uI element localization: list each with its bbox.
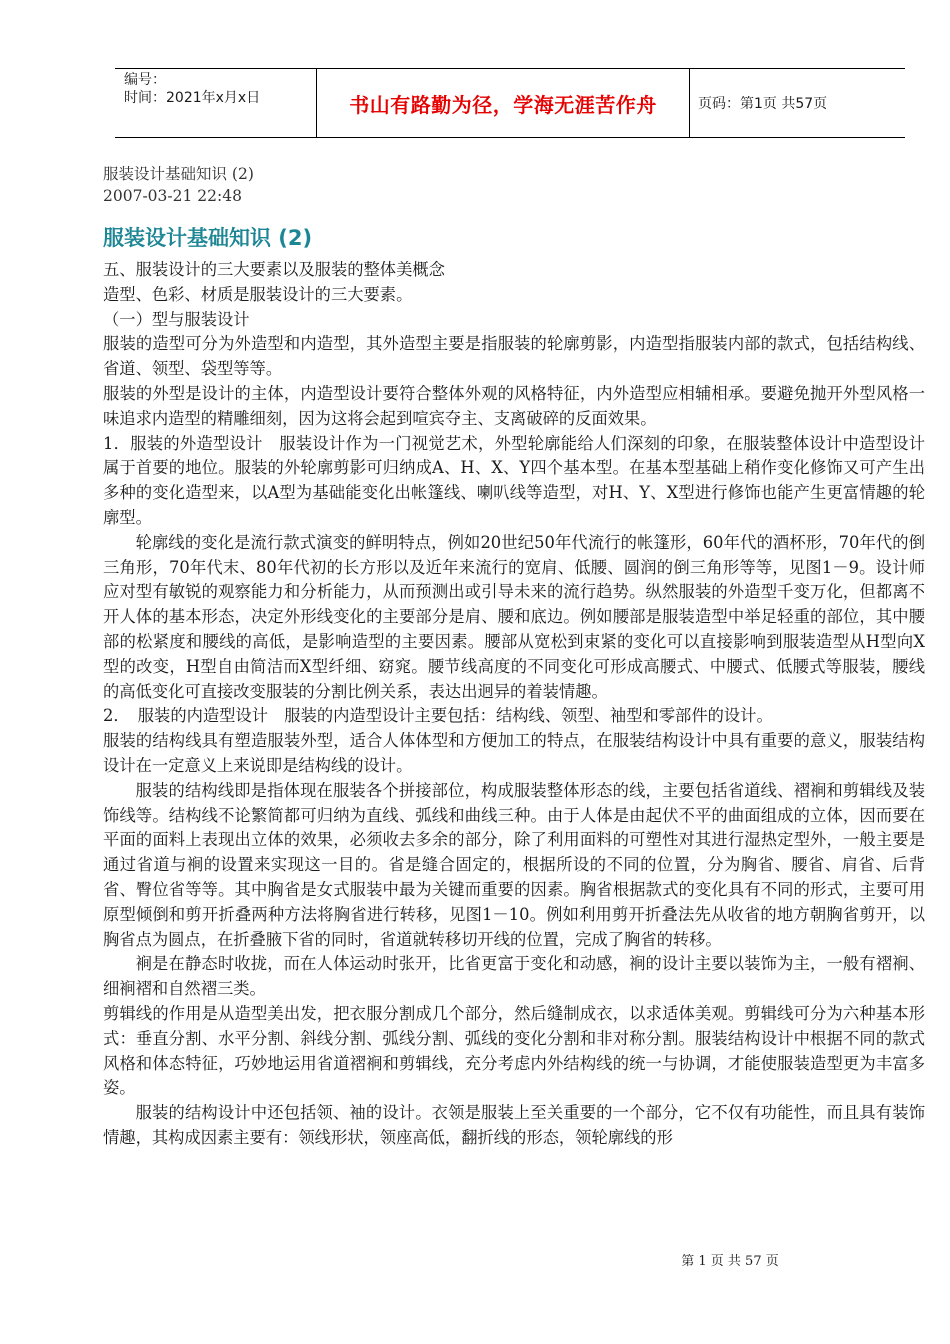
- paragraph: 服装的结构设计中还包括领、袖的设计。衣领是服装上至关重要的一个部分，它不仅有功能性，而且具有装饰情趣，其构成因素主要有：领线形状，领座高低，翻折线的形态，领轮廓线的形: [103, 1103, 925, 1147]
- paragraph: 造型、色彩、材质是服装设计的三大要素。: [103, 284, 413, 304]
- paragraph: 2． 服装的内造型设计 服装的内造型设计主要包括：结构线、领型、袖型和零部件的设计。: [103, 706, 773, 726]
- paragraph: 裥是在静态时收拢，而在人体运动时张开，比省更富于变化和动感，裥的设计主要以装饰为主，一般有褶裥、细裥褶和自然褶三类。: [103, 954, 925, 999]
- paragraph: 服装的外型是设计的主体，内造型设计要符合整体外观的风格特征，内外造型应相辅相承。要避免抛开外型风格一味追求内造型的精雕细刻，因为这将会起到喧宾夺主、支离破碎的反面效果。: [103, 383, 925, 428]
- article-meta-title: 服装设计基础知识 (2): [103, 165, 254, 183]
- page-footer: [0, 1250, 950, 1269]
- paragraph: （一）型与服装设计: [103, 309, 250, 329]
- paragraph: 服装的结构线具有塑造服装外型，适合人体体型和方便加工的特点，在服装结构设计中具有重要的意义，服装结构设计在一定意义上来说即是结构线的设计。: [103, 731, 925, 775]
- header-motto: 书山有路勤为径，学海无涯苦作舟: [317, 69, 690, 137]
- paragraph: 剪辑线的作用是从造型美出发，把衣服分割成几个部分，然后缝制成衣，以求适体美观。剪辑线可分为六种基本形式：垂直分割、水平分割、斜线分割、弧线分割、弧线的变化分割和非对称分割。服装结构设计中根据不同的款式风格和体态特征，巧妙地运用省道褶裥和剪辑线，充分考虑内外结构线的统一与协调，才能使服装造型更为丰富多姿。: [103, 1003, 925, 1098]
- footer-page-number: 第 1 页 共 57 页: [681, 1254, 779, 1269]
- paragraph: 服装的造型可分为外造型和内造型，其外造型主要是指服装的轮廓剪影，内造型指服装内部的款式，包括结构线、省道、领型、袋型等等。: [103, 334, 925, 379]
- header-page-info: 页码：第1页 共57页: [698, 96, 828, 112]
- paragraph: 服装的结构线即是指体现在服装各个拼接部位，构成服装整体形态的线，主要包括省道线、褶裥和剪辑线及装饰线等。结构线不论繁简都可归纳为直线、弧线和曲线三种。由于人体是由起伏不平的曲面组成的立体，因而要在平面的面料上表现出立体的效果，必须收去多余的部分，除了利用面料的可塑性对其进行湿热定型外，一般主要是通过省道与裥的设置来实现这一目的。省是缝合固定的，根据所设的不同的位置，分为胸省、腰省、肩省、后背省、臀位省等等。其中胸省是女式服装中最为关键而重要的因素。胸省根据款式的变化具有不同的形式，主要可用原型倾倒和剪开折叠两种方法将胸省进行转移，见图1－10。例如利用剪开折叠法先从收省的地方朝胸省剪开，以胸省点为圆点，在折叠腋下省的同时，省道就转移切开线的位置，完成了胸省的转移。: [103, 780, 925, 949]
- header-table: [115, 68, 905, 138]
- paragraph: 轮廓线的变化是流行款式演变的鲜明特点，例如20世纪50年代流行的帐篷形，60年代的酒杯形，70年代的倒三角形，70年代末、80年代初的长方形以及近年来流行的宽肩、低腰、圆润的倒三角形等等，见图1－9。设计师应对型有敏锐的观察能力和分析能力，从而预测出或引导未来的流行趋势。纵然服装的外造型千变万化，但都离不开人体的基本形态，决定外形线变化的主要部分是肩、腰和底边。例如腰部是服装造型中举足轻重的部位，其中腰部的松紧度和腰线的高低，是影响造型的主要因素。腰部从宽松到束紧的变化可以直接影响到服装造型从H型向X型的改变，H型自由简洁而X型纤细、窈窕。腰节线高度的不同变化可形成高腰式、中腰式、低腰式等服装，腰线的高低变化可直接改变服装的分割比例关系，表达出迥异的着装情趣。: [103, 532, 925, 701]
- header-date: 时间：2021年x月x日: [124, 90, 261, 106]
- header-number-label: 编号：: [124, 72, 166, 88]
- header-left-cell: [115, 69, 317, 137]
- paragraph: 1．服装的外造型设计 服装设计作为一门视觉艺术，外型轮廓能给人们深刻的印象，在服装整体设计中造型设计属于首要的地位。服装的外轮廓剪影可归纳成A、H、X、Y四个基本型。在基本型基础上稍作变化修饰又可产生出多种的变化造型来，以A型为基础能变化出帐篷线、喇叭线等造型，对H、Y、X型进行修饰也能产生更富情趣的轮廓型。: [103, 433, 925, 527]
- paragraph: 五、服装设计的三大要素以及服装的整体美概念: [103, 260, 445, 279]
- article-meta-datetime: 2007-03-21 22:48: [103, 187, 242, 205]
- doc-title: 服装设计基础知识 (2): [103, 226, 313, 250]
- document-body: [103, 258, 925, 1151]
